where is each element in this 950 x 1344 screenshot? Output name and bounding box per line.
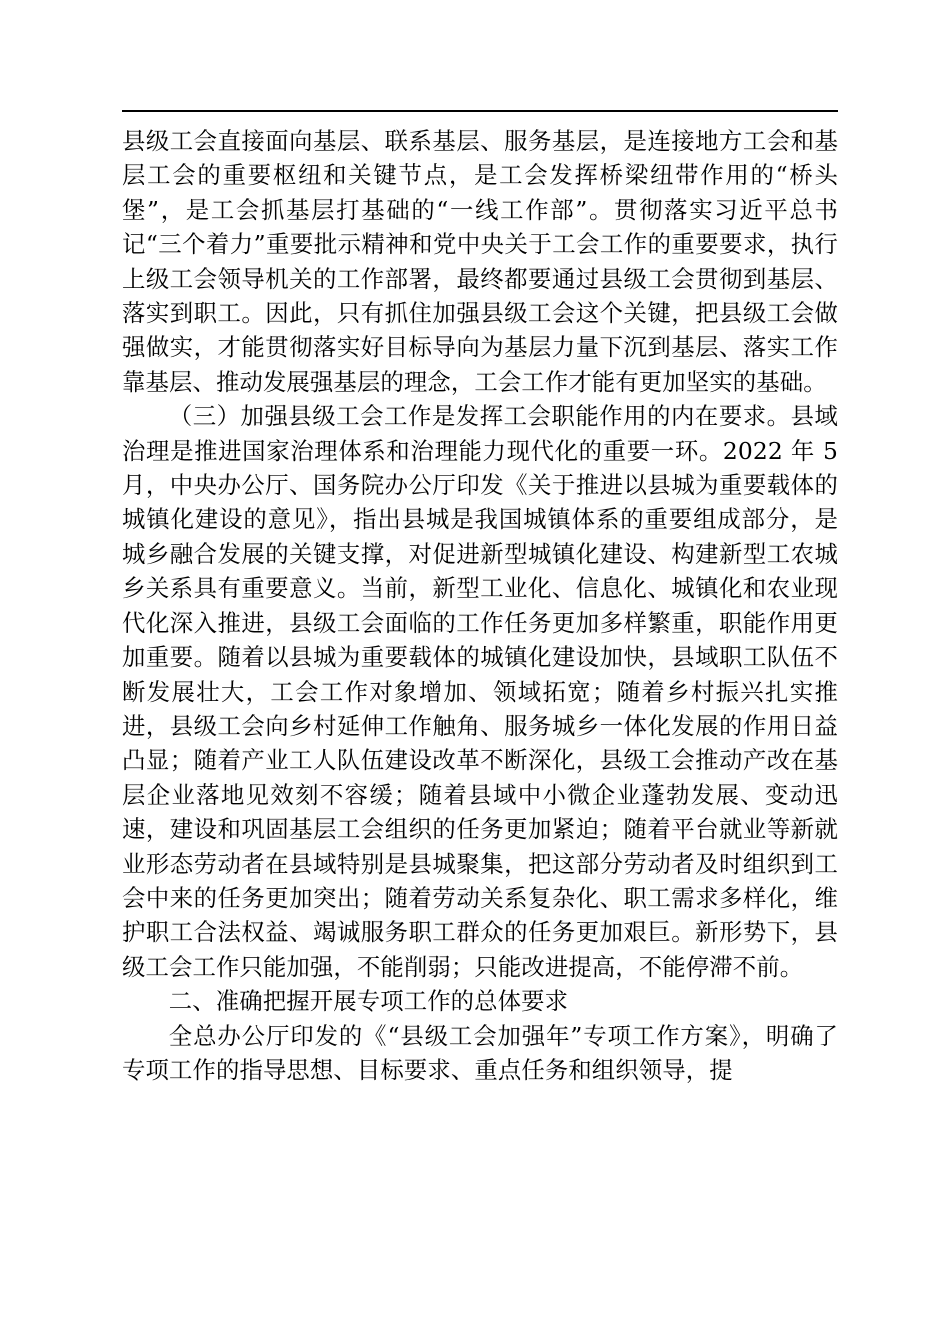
paragraph-work-plan: 全总办公厅印发的《“县级工会加强年”专项工作方案》，明确了专项工作的指导思想、目标要求、重点任务和组织领导，提: [122, 1021, 838, 1084]
paragraph-county-union-role: 县级工会直接面向基层、联系基层、服务基层，是连接地方工会和基层工会的重要枢纽和关键节点，是工会发挥桥梁纽带作用的“桥头堡”，是工会抓基层打基础的“一线工作部”。贯彻落实习近平总书记“三个着力”重要批示精神和党中央关于工会工作的重要要求，执行上级工会领导机关的工作部署，最终都要通过县级工会贯彻到基层、落实到职工。因此，只有抓住加强县级工会这个关键，把县级工会做强做实，才能贯彻落实好目标导向为基层力量下沉到基层、落实工作靠基层、推动发展强基层的理念，工会工作才能有更加坚实的基础。: [122, 127, 838, 396]
section-heading-two: 二、准确把握开展专项工作的总体要求: [168, 987, 569, 1016]
paragraph-section-three: （三）加强县级工会工作是发挥工会职能作用的内在要求。县域治理是推进国家治理体系和治理能力现代化的重要一环。2022 年 5 月，中央办公厅、国务院办公厅印发《关于推进以县城为重要载体的城镇化建设的意见》，指出县城是我国城镇体系的重要组成部分，是城乡融合发展的关键支撑，对促进新型城镇化建设、构建新型工农城乡关系具有重要意义。当前，新型工业化、信息化、城镇化和农业现代化深入推进，县级工会面临的工作任务更加多样繁重，职能作用更加重要。随着以县城为重要载体的城镇化建设加快，县域职工队伍不断发展壮大，工会工作对象增加、领域拓宽；随着乡村振兴扎实推进，县级工会向乡村延伸工作触角、服务城乡一体化发展的作用日益凸显；随着产业工人队伍建设改革不断深化，县级工会推动产改在基层企业落地见效刻不容缓；随着县域中小微企业蓬勃发展、变动迅速，建设和巩固基层工会组织的任务更加紧迫；随着平台就业等新就业形态劳动者在县域特别是县城聚集，把这部分劳动者及时组织到工会中来的任务更加突出；随着劳动关系复杂化、职工需求多样化，维护职工合法权益、竭诚服务职工群众的任务更加艰巨。新形势下，县级工会工作只能加强，不能削弱；只能改进提高，不能停滞不前。: [122, 402, 838, 981]
header-rule: [122, 110, 838, 112]
document-page: [122, 110, 838, 1087]
